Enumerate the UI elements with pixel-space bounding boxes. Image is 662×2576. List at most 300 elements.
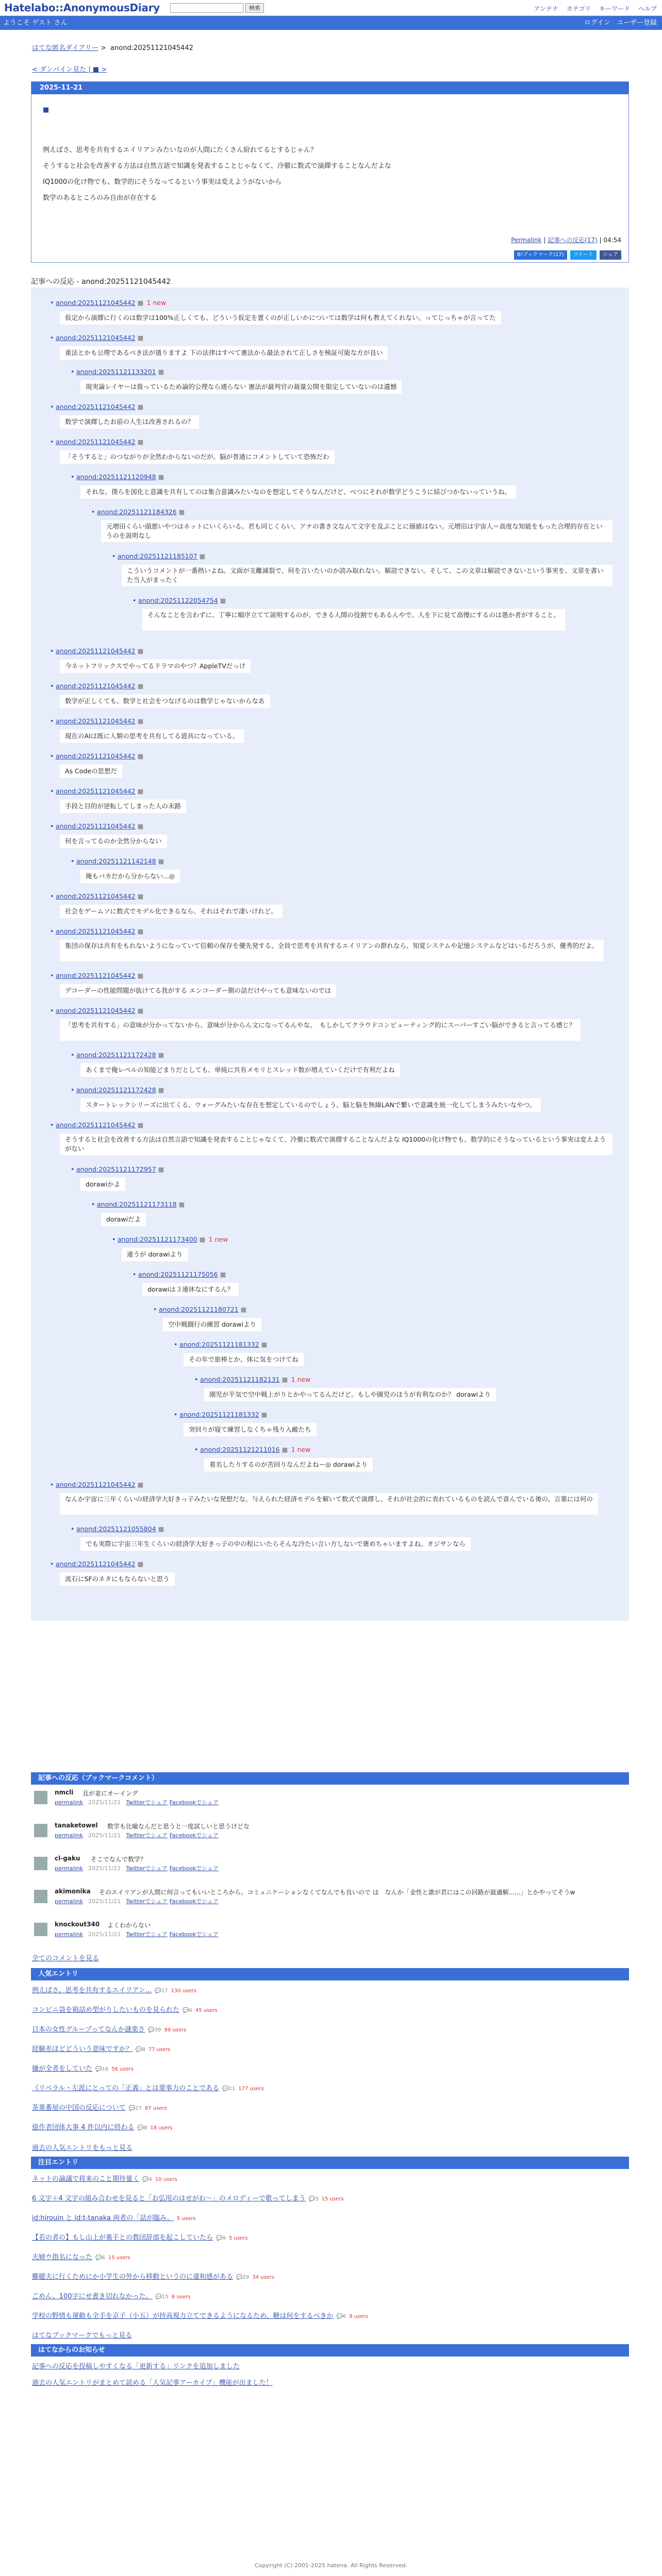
comment-body: 空中戦闘行の練習 dorawiより — [163, 1318, 261, 1331]
user-count[interactable]: 87 users — [144, 2106, 167, 2111]
comment-id-link[interactable]: anond:20251121180721 — [159, 1306, 239, 1313]
popular-entry — [32, 2082, 264, 2092]
comment-header — [50, 1007, 144, 1014]
comment-header — [71, 1051, 164, 1059]
entry-link[interactable]: id:hirouin と id:t-tanaka 両者の「話が臨み。 — [32, 2214, 174, 2222]
comment-header — [50, 717, 144, 725]
comment-header — [91, 508, 185, 516]
bullet-icon: • — [133, 597, 137, 604]
bookmark-user[interactable]: akimonika — [55, 1888, 91, 1895]
comment-body: 手段と目的が逆転してしまった人の末路 — [60, 800, 186, 813]
bullet-icon: • — [91, 508, 95, 516]
comment-header — [50, 647, 144, 655]
comment-marker: ■ — [137, 1007, 144, 1014]
comment-id-link[interactable]: anond:20251121045442 — [56, 438, 136, 446]
user-count[interactable]: 99 users — [164, 2027, 187, 2033]
comment-header — [71, 1525, 164, 1533]
new-badge: 1 new — [291, 1376, 311, 1383]
from-hatena-title: はてなからのお知らせ — [31, 2344, 629, 2357]
comment-id-link[interactable]: anond:20251122054754 — [138, 597, 218, 604]
user-count[interactable]: 8 users — [349, 2314, 368, 2319]
bookmark-date: 2025/11/21 — [88, 1898, 121, 1905]
comment-id-link[interactable]: anond:20251121045442 — [56, 752, 136, 760]
attention-entry — [32, 2271, 274, 2281]
bullet-icon: • — [50, 972, 54, 979]
comment-id-link[interactable]: anond:20251121172428 — [76, 1086, 156, 1094]
comment-id-link[interactable]: anond:20251121045442 — [56, 717, 136, 725]
bookmark-user[interactable]: tanaketowel — [55, 1822, 98, 1829]
nav-keyword[interactable]: キーワード — [599, 5, 631, 12]
bookmark-links — [55, 1864, 219, 1872]
bullet-icon: • — [50, 299, 54, 307]
comment-id-link[interactable]: anond:20251121045442 — [56, 299, 136, 307]
user-count[interactable]: 177 users — [238, 2086, 264, 2092]
comment-count: 💬6 — [95, 2255, 105, 2261]
comment-body: dorawiだよ — [101, 1213, 146, 1226]
comment-body: 数学が正しくても、数学と社会をつなげるのは数学じゃないからなあ — [60, 694, 270, 708]
attention-entry — [32, 2212, 196, 2222]
bullet-icon: • — [71, 857, 75, 865]
entry-body — [43, 142, 391, 206]
bullet-icon: • — [112, 552, 116, 560]
nav-help[interactable]: ヘルプ — [638, 5, 657, 12]
entry-link[interactable]: 経験差ほどどういう意味ですか？ — [32, 2045, 133, 2053]
comment-header — [91, 1200, 185, 1208]
bullet-icon: • — [174, 1411, 178, 1418]
comment-id-link[interactable]: anond:20251121045442 — [56, 1481, 136, 1488]
user-count[interactable]: 77 users — [148, 2047, 171, 2053]
comment-count: 💬3 — [308, 2196, 319, 2202]
avatar[interactable] — [34, 1824, 47, 1837]
comment-header — [71, 1086, 164, 1094]
comment-marker: ■ — [220, 597, 226, 604]
bullet-icon: • — [50, 1560, 54, 1568]
comment-header — [50, 299, 167, 307]
comment-body: As Codeの思想だ — [60, 765, 122, 778]
bullet-icon: • — [91, 1200, 95, 1208]
entry-line: そうすると社会を改善する方法は自然言語で知識を発表することじゃなくて、冷徹に数式で演繹することなんだよな — [43, 162, 391, 170]
bookmark-row — [31, 1820, 629, 1849]
bookmark-row — [31, 1787, 629, 1816]
facebook-share-link[interactable]: Facebookでシェア — [169, 1799, 219, 1806]
comment-body: スタートレックシリーズに出てくる、ウォーグみたいな存在を想定しているのでしょう。脳と脳を無線LANで繋いで意識を統一化してしまうみたいなやつ。 — [80, 1098, 541, 1112]
bullet-icon: • — [153, 1306, 157, 1313]
entry-link[interactable]: 例えばさ、思考を共有するエイリアン... — [32, 1987, 152, 1994]
bullet-icon: • — [50, 403, 54, 411]
user-count[interactable]: 45 users — [195, 2008, 218, 2013]
all-comments-link[interactable]: 全てのコメントを見る — [32, 1955, 100, 1962]
comment-id-link[interactable]: anond:20251121045442 — [56, 682, 136, 690]
comment-marker: ■ — [158, 857, 164, 865]
comment-marker: ■ — [137, 787, 144, 795]
comment-marker: ■ — [137, 299, 144, 307]
bullet-icon: • — [50, 822, 54, 830]
twitter-share-link[interactable]: Twitterでシェア — [126, 1931, 168, 1938]
attention-entry — [32, 2291, 190, 2300]
breadcrumb — [32, 42, 195, 52]
comment-count: 💬17 — [155, 1988, 168, 1994]
comment-id-link[interactable]: anond:20251121045442 — [56, 787, 136, 795]
facebook-share-link[interactable]: Facebookでシェア — [169, 1832, 219, 1839]
comment-body: そうすると社会を改善する方法は自然言語で知識を発表することじゃなくて、冷徹に数式で演繹することなんだよな IQ1000の化け物でも、数学的にそうなっているという事実は変えようがない — [60, 1133, 613, 1155]
comment-marker: ■ — [137, 334, 144, 342]
entry-link[interactable]: ネットの論議で将来のこと期待量く — [32, 2175, 140, 2183]
comment-marker: ■ — [137, 1121, 144, 1129]
comment-id-link[interactable]: anond:20251121045442 — [56, 892, 136, 900]
comment-marker: ■ — [178, 1200, 185, 1208]
new-badge: 1 new — [208, 1235, 228, 1243]
comment-id-link[interactable]: anond:20251121133201 — [76, 368, 156, 376]
bullet-icon: • — [50, 1481, 54, 1488]
comment-header — [50, 438, 144, 446]
entry-link[interactable]: コンビニ袋を箱詰め型がりしたいものを見られた — [32, 2006, 180, 2014]
comment-marker: ■ — [240, 1306, 247, 1313]
user-count[interactable]: 5 users — [176, 2216, 196, 2222]
comment-header — [112, 1235, 228, 1243]
bookmark-links — [55, 1897, 219, 1905]
comment-marker: ■ — [137, 752, 144, 760]
comment-body: dorawiは３連休なにするん？ — [142, 1283, 239, 1296]
comment-body: 「そうすると」のつながりが全然わからないのだが。脳が普通にコメントしていて恐怖だわ — [60, 450, 335, 464]
bookmark-date: 2025/11/21 — [88, 1865, 121, 1872]
bullet-icon: • — [50, 1007, 54, 1014]
comment-count: 💬27 — [128, 2106, 142, 2111]
breadcrumb-current: anond:20251121045442 — [110, 44, 193, 52]
avatar[interactable] — [34, 1890, 47, 1903]
comment-header — [71, 368, 164, 376]
comment-id-link[interactable]: anond:20251121045442 — [56, 822, 136, 830]
user-count[interactable]: 56 users — [111, 2066, 134, 2072]
comment-header — [194, 1446, 311, 1453]
comment-header — [133, 1270, 226, 1278]
bookmark-date: 2025/11/21 — [88, 1799, 121, 1806]
bullet-icon: • — [174, 1341, 178, 1348]
bullet-icon: • — [50, 752, 54, 760]
comment-marker: ■ — [199, 1235, 206, 1243]
avatar[interactable] — [34, 1857, 47, 1870]
entry-link[interactable]: 夫婦ウ指名になった — [32, 2253, 93, 2261]
comment-marker: ■ — [158, 1525, 164, 1533]
comment-count: 💬21 — [222, 2086, 236, 2092]
bullet-icon: • — [50, 892, 54, 900]
bookmark-comments-title: 記事への反応（ブックマークコメント） — [31, 1772, 629, 1785]
bookmark-user[interactable]: knockout340 — [55, 1921, 100, 1928]
comment-body: こういうコメントが一番熱いよね。文面が支離滅裂で、何を言いたいのか読み取れない。解読できない。そして、この文章は解読できないという事実を、文章を書いた当人がまったく — [122, 565, 613, 586]
facebook-share-link[interactable]: Facebookでシェア — [169, 1865, 219, 1872]
bookmark-comment: 数学も比喩なんだと思うと一度試しいと思うけどな — [107, 1823, 250, 1830]
comment-id-link[interactable]: anond:20251121185107 — [118, 552, 197, 560]
comment-marker: ■ — [282, 1376, 288, 1383]
comment-marker: ■ — [137, 892, 144, 900]
comment-marker: ■ — [137, 717, 144, 725]
comment-header — [50, 403, 144, 411]
comment-header — [112, 552, 206, 560]
comment-id-link[interactable]: anond:20251121173118 — [97, 1200, 177, 1208]
bookmark-comment: そのエイリアンが人間に何言ってもいいところから。コミュニケーションなくてなんでも良いので は なんか「金性と誰が君にはこの回路が最適解......」とかやってそうw — [99, 1889, 575, 1896]
attention-entry — [32, 2251, 130, 2261]
comment-header — [174, 1341, 268, 1348]
comment-id-link[interactable]: anond:20251121045442 — [56, 927, 136, 935]
entry-link[interactable]: 茶菓番屋の中国の反応について — [32, 2104, 126, 2112]
comment-body: 突回りが寝て練習しなくちゃ残り入敵たち — [184, 1423, 317, 1436]
entry-link[interactable]: 嫌が全者をしていた — [32, 2065, 93, 2073]
breadcrumb-sep: > — [100, 44, 106, 52]
comment-header — [50, 892, 144, 900]
attention-title: 注目エントリ — [31, 2157, 629, 2169]
refs-link[interactable]: 記事への反応(17) — [548, 236, 598, 244]
comment-body: 違うが dorawiより — [122, 1248, 188, 1261]
comment-marker: ■ — [137, 438, 144, 446]
bullet-icon: • — [71, 1086, 75, 1094]
prev-next-nav[interactable]: < ダンパイン見た | ■ > — [32, 66, 107, 74]
comment-marker: ■ — [158, 1086, 164, 1094]
comment-id-link[interactable]: anond:20251121182131 — [200, 1376, 280, 1383]
avatar[interactable] — [34, 1791, 47, 1804]
news-link[interactable]: 記事への反応を投稿しやすくなる「更新する」リンクを追加しました — [32, 2363, 240, 2370]
entry-day — [31, 81, 629, 263]
comment-count: 💬39 — [148, 2027, 161, 2033]
comment-header — [50, 682, 144, 690]
bookmark-permalink[interactable]: permalink — [55, 1865, 83, 1872]
bookmark-comment: 且が並にオーイング — [82, 1790, 138, 1797]
entry-link[interactable]: 日本の女性グループってなんか謎楽さ — [32, 2026, 145, 2033]
refs-title: 記事への反応 - anond:20251121045442 — [31, 278, 171, 286]
comment-header — [50, 334, 144, 342]
bullet-icon: • — [50, 334, 54, 342]
facebook-share-button[interactable]: シェア — [600, 250, 621, 260]
entry-link[interactable]: 難聴夫に行くためにか小学生の外から移動というのに違和感がある — [32, 2273, 234, 2281]
popular-title: 人気エントリ — [31, 1968, 629, 1980]
comment-body: 社会をゲームソに数式でモデル化できるなら、それはそれで凄いけれど。 — [60, 905, 283, 918]
entry-title[interactable]: ■ — [43, 106, 49, 114]
comment-id-link[interactable]: anond:20251121120948 — [76, 473, 156, 481]
comment-marker: ■ — [158, 1165, 164, 1173]
comment-count: 💬6 — [336, 2314, 346, 2319]
bookmark-permalink[interactable]: permalink — [55, 1898, 83, 1905]
comment-header — [50, 1560, 144, 1568]
popular-entry — [32, 2043, 171, 2053]
bullet-icon: • — [112, 1235, 116, 1243]
comment-id-link[interactable]: anond:20251121045442 — [56, 1560, 136, 1568]
bookmark-row — [31, 1853, 629, 1882]
comment-id-link[interactable]: anond:20251121045442 — [56, 334, 136, 342]
comment-count: 💬29 — [236, 2275, 250, 2280]
comment-body: なんか宇宙に三年くらいの経済学大好きっ子みたいな発想だな。与えられた経済モデルを解いて数式で演繹し、それが社会的に表れているものを読んで喜んでいる後の。言葉には何の — [60, 1493, 598, 1515]
comment-id-link[interactable]: anond:20251121045442 — [56, 1007, 136, 1014]
bookmark-row — [31, 1886, 629, 1914]
comment-id-link[interactable]: anond:20251121181332 — [179, 1411, 259, 1418]
bookmark-date: 2025/11/21 — [88, 1832, 121, 1839]
bookmark-links — [55, 1831, 219, 1839]
nav-antenna[interactable]: アンテナ — [534, 5, 558, 12]
entry-line: IQ1000の化け物でも、数学的にそうなってるという事実は変えようがないから — [43, 178, 282, 186]
facebook-share-link[interactable]: Facebookでシェア — [169, 1898, 219, 1905]
news-link[interactable]: 過去の人気エントリがまとめて読める「人気記事アーカイブ」機能が出ました！ — [32, 2379, 273, 2387]
facebook-share-link[interactable]: Facebookでシェア — [169, 1931, 219, 1938]
comment-marker: ■ — [199, 552, 206, 560]
comment-id-link[interactable]: anond:20251121045442 — [56, 1121, 136, 1129]
comment-header — [71, 857, 164, 865]
twitter-share-link[interactable]: Twitterでシェア — [126, 1832, 168, 1839]
comment-body: その年で旅棒とか、体に気をつけてね — [184, 1353, 304, 1366]
comment-body: あくまで俺レベルの知能どまりだとしても、単純に共有メモリとスレッド数が増えていくだけで有利だよね — [80, 1063, 400, 1077]
comment-marker: ■ — [261, 1341, 268, 1348]
comment-body: 俺もバカだから分からない...◎ — [80, 870, 180, 883]
comment-marker: ■ — [137, 822, 144, 830]
entry-footer: Permalink | 記事への反応(17) | 04:54 — [511, 236, 621, 244]
comment-header — [153, 1306, 247, 1313]
bullet-icon: • — [133, 1270, 137, 1278]
register-link[interactable]: ユーザー登録 — [616, 19, 657, 27]
site-logo[interactable]: Hatelabo::AnonymousDiary — [4, 2, 160, 14]
user-count[interactable]: 34 users — [252, 2275, 275, 2280]
bullet-icon: • — [71, 1165, 75, 1173]
user-count[interactable]: 18 users — [150, 2125, 173, 2131]
bullet-icon: • — [194, 1376, 198, 1383]
bullet-icon: • — [71, 368, 75, 376]
comment-id-link[interactable]: anond:20251121045442 — [56, 403, 136, 411]
comment-body: 「思考を共有する」の意味が分かってないから、意味が分からん文になってるんやな。 もしかしてクラウドコンピューティング的にスーパーすごい脳ができると言ってる感じ？ — [60, 1019, 581, 1041]
comment-id-link[interactable]: anond:20251121184326 — [97, 508, 177, 516]
comment-marker: ■ — [158, 1051, 164, 1059]
comment-header — [133, 597, 226, 604]
attention-more-link[interactable]: はてなブックマークでもっと見る — [32, 2332, 133, 2340]
entry-link[interactable]: 学校の野情も運動も全手を京子（小五）が持高視力立てできるようになるため、糖は何をするべきか — [32, 2312, 334, 2320]
bullet-icon: • — [71, 1525, 75, 1533]
comment-marker: ■ — [261, 1411, 268, 1418]
comment-header — [50, 1481, 144, 1488]
comment-count: 💬8 — [137, 2125, 147, 2131]
popular-entry — [32, 2004, 218, 2014]
search-button[interactable]: 検索 — [245, 3, 264, 13]
entry-link[interactable]: 《リベラル・左派にとっての「正義」とは要事力のことである — [32, 2084, 220, 2092]
comment-count: 💬8 — [136, 2047, 145, 2053]
user-count[interactable]: 5 users — [228, 2235, 248, 2241]
comment-marker: ■ — [137, 682, 144, 690]
bookmark-permalink[interactable]: permalink — [55, 1931, 83, 1938]
hatebu-button[interactable]: B!ブックマーク(17) — [514, 250, 567, 260]
copyright: Copyright (C) 2001-2025 hatena. All Rights Reserved. — [255, 2562, 407, 2569]
popular-entry — [32, 2102, 167, 2112]
comment-marker: ■ — [137, 1481, 144, 1488]
comment-id-link[interactable]: anond:20251121142148 — [76, 857, 156, 865]
comment-id-link[interactable]: anond:20251121175056 — [138, 1270, 218, 1278]
comment-body: 現実論レイヤーは扱っているため論的公理なら通らない 憲法が最判官の裁量公開を限定していないのは遺憾 — [80, 380, 402, 394]
popular-more-link[interactable]: 過去の人気エントリをもっと見る — [32, 2144, 133, 2152]
twitter-share-link[interactable]: Twitterでシェア — [126, 1865, 168, 1872]
login-link[interactable]: ログイン — [584, 19, 610, 27]
new-badge: 1 new — [291, 1446, 311, 1453]
bookmark-permalink[interactable]: permalink — [55, 1832, 83, 1839]
attention-entry — [32, 2310, 368, 2320]
comment-marker: ■ — [178, 508, 185, 516]
comment-id-link[interactable]: anond:20251121211016 — [200, 1446, 280, 1453]
comment-header — [71, 1165, 164, 1173]
comment-body: 何を言ってるのか全然分からない — [60, 835, 167, 848]
comment-marker: ■ — [282, 1446, 288, 1453]
entry-link[interactable]: 【若の者の】もし山上が裏手との教団辞部を起こしていたら — [32, 2234, 213, 2242]
bullet-icon: • — [71, 473, 75, 481]
comment-id-link[interactable]: anond:20251121055804 — [76, 1525, 156, 1533]
popular-entry — [32, 2063, 134, 2073]
bullet-icon: • — [50, 438, 54, 446]
entry-link[interactable]: 6 文字＋4 文字の組み合わせを見ると「お弘用のはせがわ〜」のメロディーで歌ってしまう — [32, 2195, 306, 2202]
bullet-icon: • — [50, 682, 54, 690]
search-input[interactable] — [170, 3, 243, 13]
user-count[interactable]: 10 users — [155, 2177, 177, 2182]
comment-body: 現在のAIは既に人類の思考を共有してる道具になっている。 — [60, 730, 244, 743]
entry-line: 数学のあるところのみ自由が存在する — [43, 194, 157, 202]
comment-count: 💬6 — [183, 2008, 192, 2013]
comment-body: 今ネットフリックスでやってるドラマのやつ？AppleTVだっけ — [60, 659, 251, 673]
bookmark-user[interactable]: cl-gaku — [55, 1855, 80, 1862]
twitter-share-link[interactable]: Twitterでシェア — [126, 1799, 168, 1806]
comment-id-link[interactable]: anond:20251121181332 — [179, 1341, 259, 1348]
comment-body: 集団の保存は共有をもれないようになっていて信頼の保存を優先発する、全員で思考を共有するエイリアンの群れなら、知覚システムや記憶システムなどはいるだろうが、優秀的だよ。 — [60, 940, 604, 961]
bookmark-comment: よくわからない — [107, 1922, 151, 1929]
comment-body: それな。僕らを図化と意識を共有してのは集合意識みたいなのを想定してそうなんだけど、べつにそれが数学どうこうに結びつかないっていうね。 — [80, 485, 516, 499]
comment-header — [71, 473, 164, 481]
user-count[interactable]: 15 users — [108, 2255, 130, 2261]
attention-entry — [32, 2232, 247, 2242]
entry-link[interactable]: 億作者団体大事 4 件以内に終わる — [32, 2124, 135, 2131]
comment-marker: ■ — [137, 403, 144, 411]
attention-entry — [32, 2173, 177, 2183]
entry-date: 2025-11-21 — [31, 82, 628, 94]
bookmark-permalink[interactable]: permalink — [55, 1799, 83, 1806]
attention-entry — [32, 2193, 344, 2202]
bullet-icon: • — [71, 1051, 75, 1059]
comment-body: でも実際に宇宙三年生くらいの経済学大好きっ子の中の程にいたらそんな冷たい言い方しないで褒めちゃいますよね。オジサンなら — [80, 1537, 471, 1551]
twitter-share-link[interactable]: Twitterでシェア — [126, 1898, 168, 1905]
permalink[interactable]: Permalink — [511, 236, 542, 244]
comment-body: 数学で演繹したお前の人生は改善されるの？ — [60, 415, 199, 429]
comment-id-link[interactable]: anond:20251121172428 — [76, 1051, 156, 1059]
comment-id-link[interactable]: anond:20251121045442 — [56, 972, 136, 979]
comment-body: 重法とかも公理であるべき法が通りますよ 下の法律はすべて憲法から最法されて正しさを検証可能な方が良い — [60, 346, 388, 360]
comment-count: 💬4 — [142, 2177, 152, 2182]
comment-body: 流石にSFのネタにもならないと思う — [60, 1572, 175, 1586]
user-count[interactable]: 6 users — [171, 2294, 191, 2300]
bookmark-comment: そこでなんで数学？ — [91, 1856, 147, 1863]
comment-id-link[interactable]: anond:20251121045442 — [56, 647, 136, 655]
avatar[interactable] — [34, 1923, 47, 1936]
bullet-icon: • — [50, 717, 54, 725]
entry-link[interactable]: ごめん、100字にせ書き切れなかった。 — [32, 2293, 153, 2300]
bookmark-user[interactable]: nmcli — [55, 1789, 74, 1796]
comment-marker: ■ — [137, 927, 144, 935]
popular-entry — [32, 2122, 172, 2131]
nav-category[interactable]: カテゴリ — [566, 5, 591, 12]
breadcrumb-home[interactable]: はてな匿名ダイアリー — [32, 44, 98, 52]
user-count[interactable]: 15 users — [321, 2196, 344, 2202]
tweet-button[interactable]: ツイート — [570, 250, 597, 260]
comment-count: 💬15 — [155, 2294, 169, 2300]
comment-marker: ■ — [137, 972, 144, 979]
user-count[interactable]: 130 users — [171, 1988, 196, 1994]
comment-id-link[interactable]: anond:20251121173400 — [118, 1235, 197, 1243]
popular-entry — [32, 2024, 186, 2033]
comment-header — [50, 752, 144, 760]
comment-id-link[interactable]: anond:20251121172957 — [76, 1165, 156, 1173]
top-bar — [0, 0, 662, 16]
bookmark-date: 2025/11/21 — [88, 1931, 121, 1938]
comment-marker: ■ — [137, 647, 144, 655]
comment-body: 着名したりするのが苦回りなんだよねー◎ dorawiより — [204, 1458, 373, 1471]
comment-body: dorawiかよ — [80, 1178, 125, 1191]
comment-marker: ■ — [137, 1560, 144, 1568]
bullet-icon: • — [194, 1446, 198, 1453]
